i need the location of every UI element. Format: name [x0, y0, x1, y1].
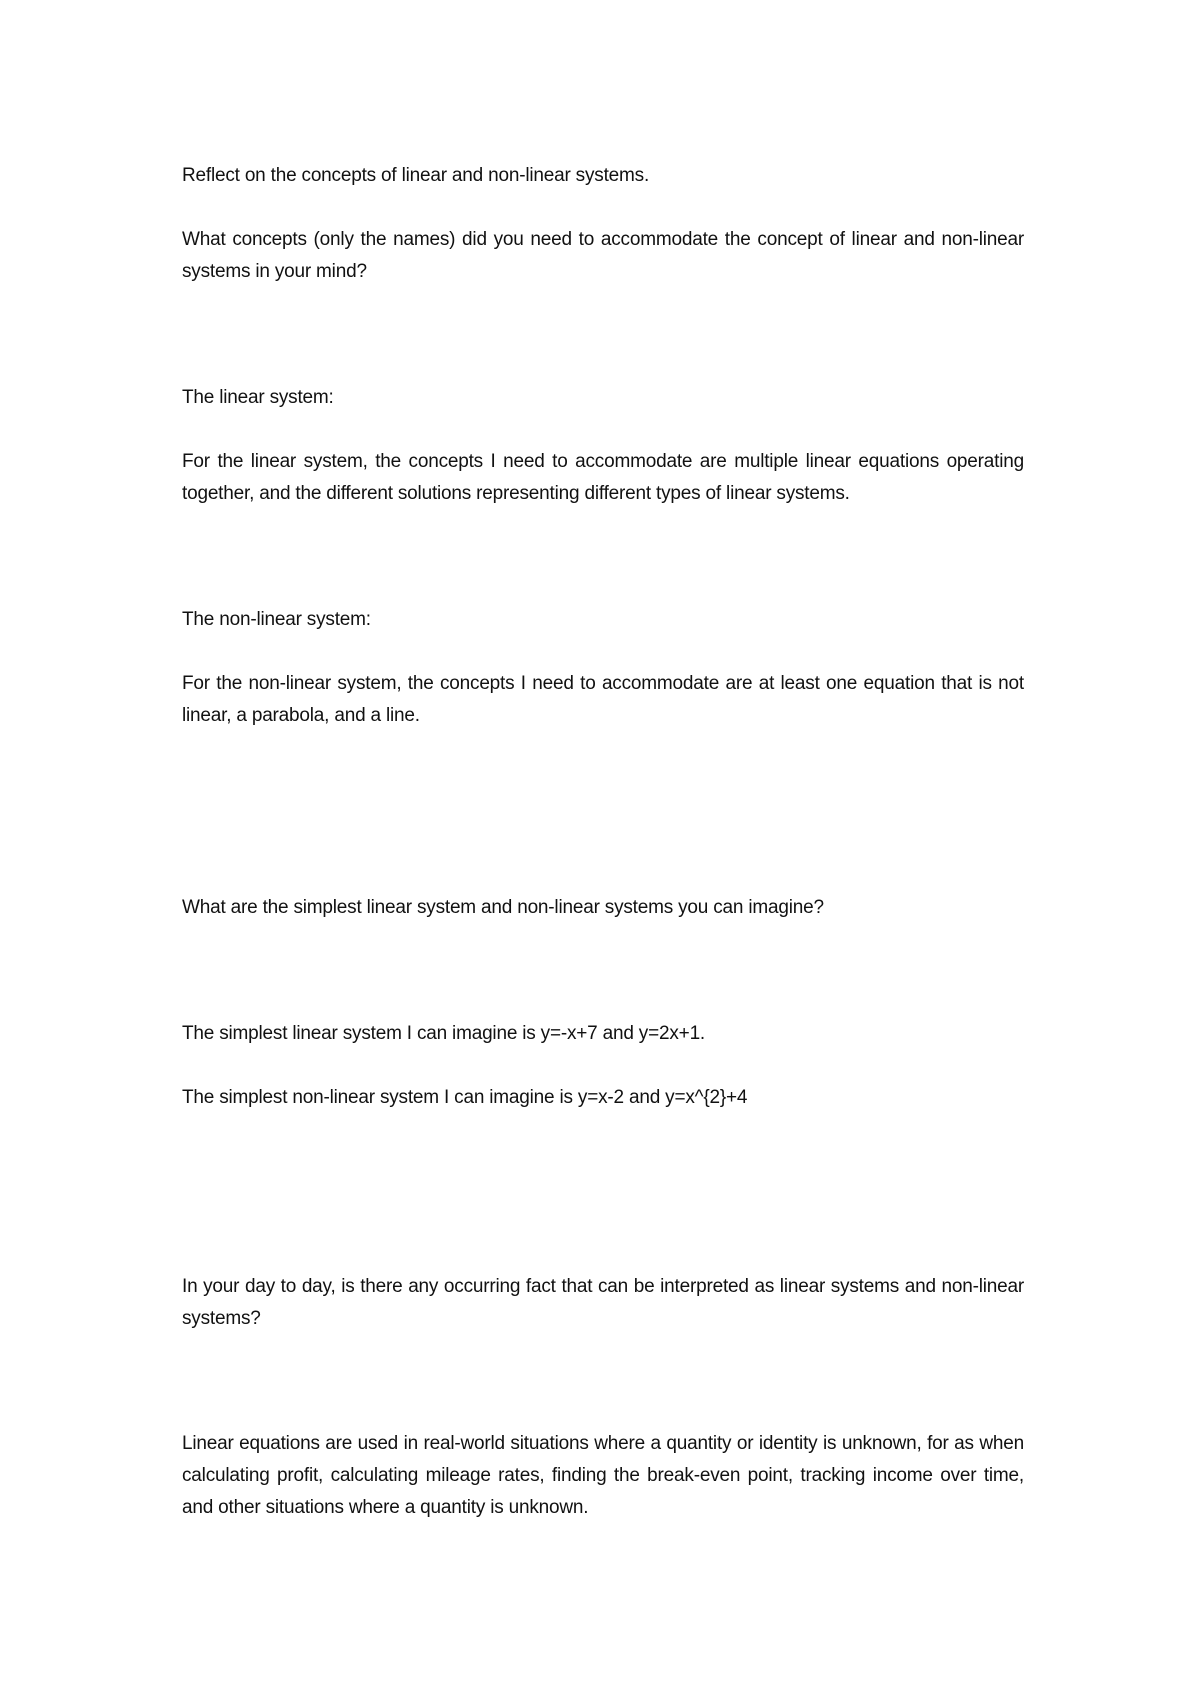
reflection-prompt: Reflect on the concepts of linear and non-linear systems.: [182, 165, 650, 186]
simplest-nonlinear-answer: The simplest non-linear system I can imagine is y=x-2 and y=x^{2}+4: [182, 1087, 748, 1108]
simplest-systems-question: What are the simplest linear system and non-linear systems you can imagine?: [182, 897, 824, 918]
nonlinear-system-answer: For the non-linear system, the concepts I need to accommodate are at least one equation that is not linear, a parabola, and a line.: [182, 673, 1024, 726]
daily-life-question: In your day to day, is there any occurring fact that can be interpreted as linear systems and non-linear systems?: [182, 1276, 1024, 1329]
linear-system-answer: For the linear system, the concepts I need to accommodate are multiple linear equations operating together, and the different solutions representing different types of linear systems.: [182, 451, 1024, 504]
simplest-linear-answer: The simplest linear system I can imagine is y=-x+7 and y=2x+1.: [182, 1023, 706, 1044]
daily-life-answer: Linear equations are used in real-world situations where a quantity or identity is unknown, for as when calculating profit, calculating mileage rates, finding the break-even point, tracking income over time, and other situations where a quantity is unknown.: [182, 1433, 1024, 1518]
nonlinear-system-heading: The non-linear system:: [182, 609, 371, 630]
linear-system-heading: The linear system:: [182, 387, 334, 408]
concepts-question: What concepts (only the names) did you need to accommodate the concept of linear and non-linear systems in your mind?: [182, 229, 1024, 282]
